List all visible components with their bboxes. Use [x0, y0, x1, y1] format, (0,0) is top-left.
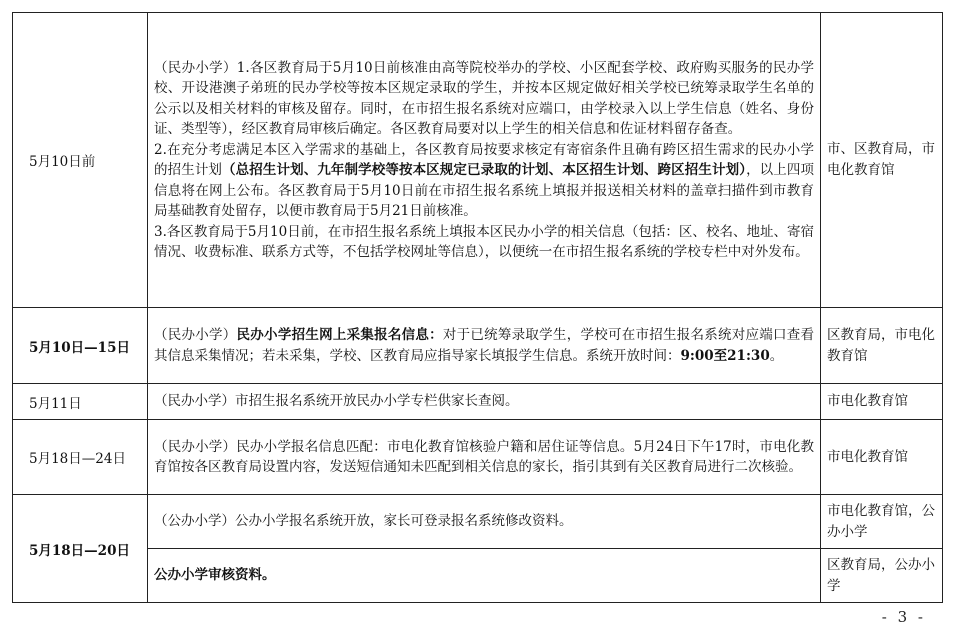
department-cell: 区教育局，公办小学 — [821, 549, 943, 603]
table-row — [13, 308, 943, 384]
content-cell: （民办小学）市招生报名系统开放民办小学专栏供家长查阅。 — [148, 384, 821, 420]
date-cell: 5月10日—15日 — [13, 308, 148, 384]
open-time: 9:00至21:30 — [680, 347, 770, 364]
department-cell: 市电化教育馆，公办小学 — [821, 495, 943, 549]
content-text: 。 — [769, 347, 784, 364]
content-cell: 公办小学审核资料。 — [148, 549, 821, 603]
content-text: 对于已统筹录取学生，学校可在市招生报名系统对应端口查看其信息采集情况；若未采集，学校、区教育局应指导家长填报学生信息。系统开放时间： — [154, 327, 815, 364]
content-paragraph: （民办小学）1.各区教育局于5月10日前核准由高等院校举办的学校、小区配套学校、政府购买服务的民办学校、开设港澳子弟班的民办学校等按本区规定录取的学生，并按本区规定做好相关学校已统筹录取学生名单的公示以及相关材料的审核及留存。同时，在市招生报名系统对应端口，由学校录入以上学生信息（姓名、身份证、类型等），经区教育局审核后确定。各区教育局要对以上学生的相关信息和佐证材料留存备查。 — [154, 59, 814, 137]
content-text: （民办小学） — [154, 327, 237, 343]
department-cell: 市、区教育局，市电化教育馆 — [821, 13, 943, 308]
table-row — [13, 549, 943, 603]
content-emphasis: 民办小学招生网上采集报名信息： — [236, 327, 443, 343]
department-cell: 市电化教育馆 — [821, 384, 943, 420]
table-row — [13, 420, 943, 495]
date-cell: 5月11日 — [13, 384, 148, 420]
content-cell — [148, 308, 821, 384]
date-cell: 5月10日前 — [13, 13, 148, 308]
content-text: 2.在充分考虑满足本区入学需求的基础上，各区教育局按要求核定有寄宿条件且确有跨区招生需求的民办小学的招生计划 — [154, 141, 814, 178]
page-number: - 3 - — [881, 608, 926, 626]
content-text: ，以上四项信息将在网上公布。各区教育局于5月10日前在市招生报名系统上填报并报送相关材料的盖章扫描件到市教育局基础教育处留存，以便市教育局于5月21日前核准。 — [154, 162, 814, 219]
content-cell: （公办小学）公办小学报名系统开放，家长可登录报名系统修改资料。 — [148, 495, 821, 549]
department-cell: 区教育局，市电化教育馆 — [821, 308, 943, 384]
date-cell: 5月18日—24日 — [13, 420, 148, 495]
date-cell: 5月18日—20日 — [13, 495, 148, 603]
content-cell: （民办小学）民办小学报名信息匹配：市电化教育馆核验户籍和居住证等信息。5月24日下午17时，市电化教育馆按各区教育局设置内容，发送短信通知未匹配到相关信息的家长，指引其到有关区教育局进行二次核验。 — [148, 420, 821, 495]
table-row — [13, 495, 943, 549]
schedule-table — [12, 12, 943, 603]
content-paragraph — [154, 140, 814, 222]
content-cell — [148, 13, 821, 308]
content-emphasis: （总招生计划、九年制学校等按本区规定已录取的计划、本区招生计划、跨区招生计划） — [222, 162, 747, 178]
content-paragraph: 3.各区教育局于5月10日前，在市招生报名系统上填报本区民办小学的相关信息（包括：区、校名、地址、寄宿情况、收费标准、联系方式等，不包括学校网址等信息），以便统一在市招生报名系统的学校专栏中对外发布。 — [154, 223, 814, 260]
table-row — [13, 13, 943, 308]
department-cell: 市电化教育馆 — [821, 420, 943, 495]
table-row — [13, 384, 943, 420]
